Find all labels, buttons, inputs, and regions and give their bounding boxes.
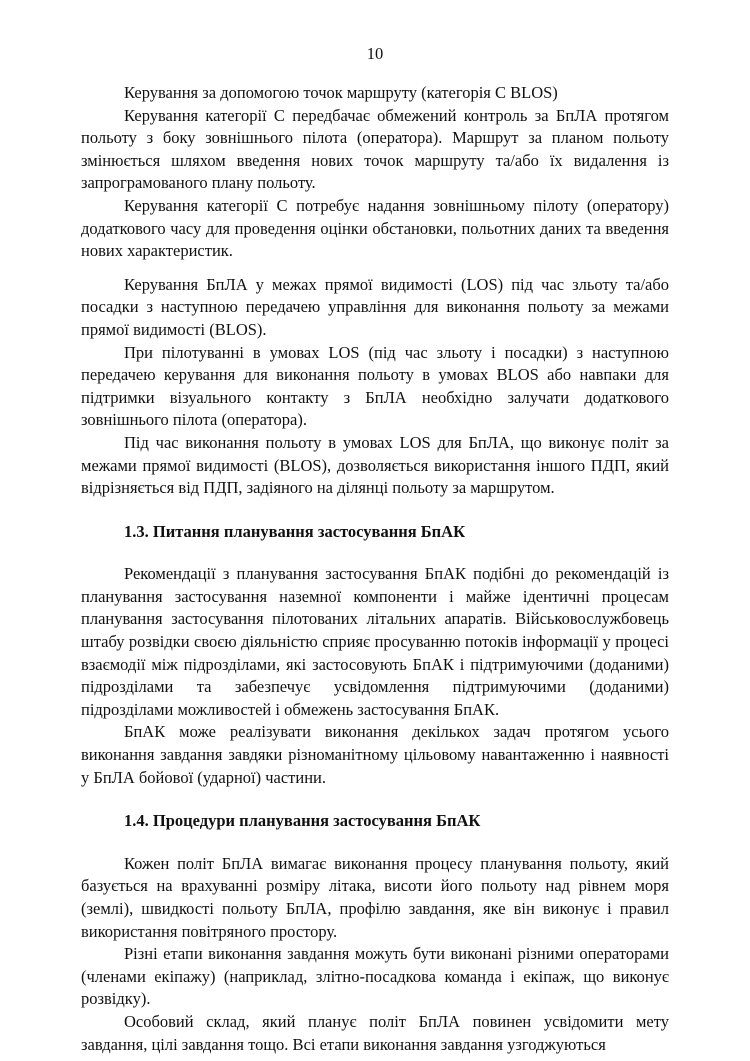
paragraph: При пілотуванні в умовах LOS (під час зльоту і посадки) з наступною передачею керування для виконання польоту в умовах BLOS або навпаки для підтримки візуального контакту з БпЛА необхідно залучати додаткового зовнішнього пілота (оператора). [81,342,669,430]
section-heading-1-4: 1.4. Процедури планування застосування БпАК [124,811,481,831]
paragraph: Керування категорії С потребує надання зовнішньому пілоту (оператору) додаткового часу для проведення оцінки обстановки, польотних даних та введення нових характеристик. [81,195,669,261]
paragraph: Кожен політ БпЛА вимагає виконання процесу планування польоту, який базується на врахуванні розміру літака, висоти його польоту над рівнем моря (землі), швидкості польоту БпЛА, профілю завдання, яке він виконує і правил використання повітряного простору. [81,853,669,941]
paragraph: Керування БпЛА у межах прямої видимості (LOS) під час зльоту та/або посадки з наступною передачею управління для виконання польоту за межами прямої видимості (BLOS). [81,274,669,339]
section-heading-1-3: 1.3. Питання планування застосування БпАК [124,521,466,541]
page-body [81,82,669,1056]
paragraph: БпАК може реалізувати виконання декількох задач протягом усього виконання завдання завдяки різноманітному цільовому навантаженню і наявності у БпЛА бойової (ударної) частини. [81,722,669,787]
paragraph-subheading-category-c: Керування за допомогою точок маршруту (категорія С BLOS) [124,83,558,102]
paragraph: Рекомендації з планування застосування БпАК подібні до рекомендацій із планування застосування наземної компоненти і майже ідентичні процесам планування застосування пілотованих літальних апаратів. Військовослужбовець штабу розвідки своєю діяльністю сприяє просуванню потоків інформації у процесі взаємодії між підрозділами, які застосовують БпАК і підтримуючими (доданими) підрозділами та забезпечує усвідомлення підтримуючими (доданими) підрозділами можливостей і обмежень застосування БпАК. [81,564,669,719]
paragraph: Керування категорії С передбачає обмежений контроль за БпЛА протягом польоту з боку зовнішнього пілота (оператора). Маршрут за планом польоту змінюється шляхом введення нових точок маршруту та/або їх видалення із запрограмованого плану польоту. [81,105,669,193]
page-number: 10 [366,44,384,63]
paragraph: Під час виконання польоту в умовах LOS для БпЛА, що виконує політ за межами прямої видимості (BLOS), дозволяється використання іншого ПДП, який відрізняється від ПДП, задіяного на ділянці польоту за маршрутом. [81,432,669,498]
paragraph: Особовий склад, який планує політ БпЛА повинен усвідомити мету завдання, цілі завдання тощо. Всі етапи виконання завдання узгоджуються [81,1011,669,1054]
paragraph: Різні етапи виконання завдання можуть бути виконані різними операторами (членами екіпажу) (наприклад, злітно-посадкова команда і екіпаж, що виконує розвідку). [81,944,669,1009]
